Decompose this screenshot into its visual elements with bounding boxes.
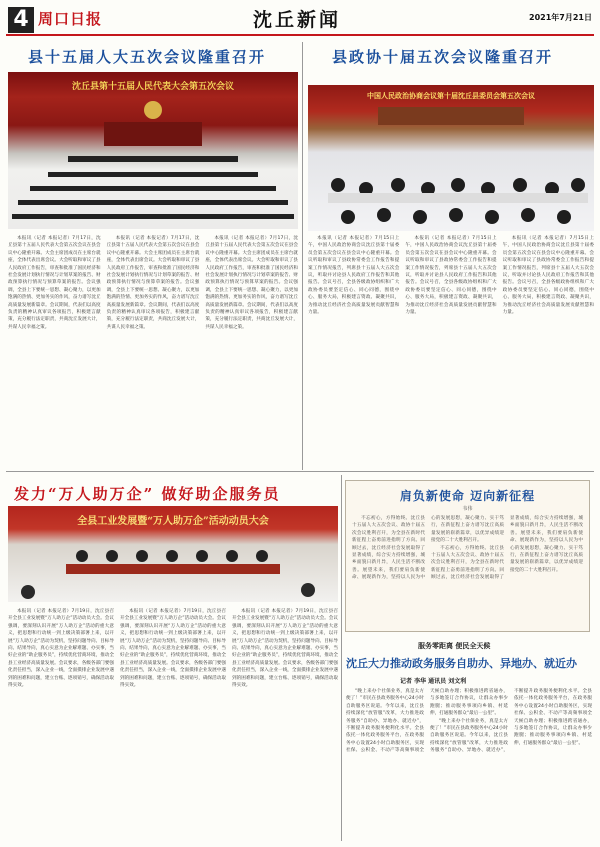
commentary-title: 肩负新使命 迈向新征程 — [399, 489, 536, 503]
business-photo-banner: 全县工业发展暨“万人助万企”活动动员大会 — [77, 516, 269, 527]
business-article-body: 本报讯（记者 本报记者）7月19日，沈丘县召开全县工业发展暨“万人助万企”活动动员大会。会议强调，要深刻认识开展“万人助万企”活动的重大意义，把思想和行动统一到上级决策部署上来，以开展“万人助万企”活动为契机，坚持问题导向、目标导向、结果导向，真心实意为企业解难题、办实事，当好企业的“助企服务员”，持续优化营商环境，推动全县工业经济高质量发展。会议要求，各级各部门要强化责任担当，深入企业一线，全面摸排企业发展中遇到的困难和问题，建立台账、逐项销号，确保活动取得实效。 本报讯（记者 本报记者）7月19日，沈丘县召开全县工业发展暨“万人助万企”活动动员大会。会议强调，要深刻认识开展“万人助万企”活动的重大意义，把思想和行动统一到上级决策部署上来，以开展“万人助万企”活动为契机，坚持问题导向、目标导向、结果导向，真心实意为企业解难题、办实事，当好企业的“助企服务员”，持续优化营商环境，推动全县工业经济高质量发展。会议要求，各级各部门要强化责任担当，深入企业一线，全面摸排企业发展中遇到的困难和问题，建立台账、逐项销号，确保活动取得实效。 本报讯（记者 本报记者）7月19日，沈丘县召开全县工业发展暨“万人助万企”活动动员大会。会议强调，要深刻认识开展“万人助万企”活动的重大意义，把思想和行动统一到上级决策部署上来，以开展“万人助万企”活动为契机，坚持问题导向、目标导向、结果导向，真心实意为企业解难题、办实事，当好企业的“助企服务员”，持续优化营商环境，推动全县工业经济高质量发展。会议要求，各级各部门要强化责任担当，深入企业一线，全面摸排企业发展中遇到的困难和问题，建立台账、逐项销号，确保活动取得实效。 — [8, 609, 338, 689]
issue-date: 2021年7月21日 — [529, 13, 592, 22]
audience-seats-graphic — [8, 72, 298, 229]
column-divider — [341, 475, 342, 841]
masthead-rule — [6, 34, 594, 36]
services-byline: 记者 李华 通讯员 刘文利 — [400, 678, 467, 685]
npc-headline: 县十五届人大五次会议隆重召开 — [28, 48, 267, 66]
commentary-body: 不忘初心，方得始终。沈丘县十五届人大五次会议、政协十届五次会议胜利召开，为全县在新时代新征程上奋勇前进指明了方向。回顾过去，沈丘经济社会发展取得了显著成绩，综合实力持续增强，城乡面貌日新月异，人民生活不断改善。展望未来，我们要肩负新使命、展现新作为，坚持以人民为中心的发展思想，凝心聚力、实干笃行，在新征程上奋力谱写沈丘高质量发展的崭新篇章，以优异成绩迎接党的二十大胜利召开。 不忘初心，方得始终。沈丘县十五届人大五次会议、政协十届五次会议胜利召开，为全县在新时代新征程上奋勇前进指明了方向。回顾过去，沈丘经济社会发展取得了显著成绩，综合实力持续增强，城乡面貌日新月异，人民生活不断改善。展望未来，我们要肩负新使命、展现新作为，坚持以人民为中心的发展思想，凝心聚力、实干笃行，在新征程上奋力谱写沈丘高质量发展的崭新篇章，以优异成绩迎接党的二十大胜利召开。 — [352, 516, 583, 581]
masthead — [6, 4, 594, 36]
page-number: 4 — [8, 7, 34, 33]
commentary-box — [345, 480, 590, 632]
commentary-author: 韦伟 — [462, 506, 473, 512]
cppcc-article-body: 本报讯（记者 本报记者）7月15日上午，中国人民政治协商会议沈丘县第十届委员会第五次会议在县会议中心隆重开幕。会议听取和审议了县政协常委会工作报告和提案工作情况报告，列席县十五届人大五次会议，听取并讨论县人民政府工作报告和其他报告。会议号召，全县各级政协组织和广大政协委员要坚定信心、同心同德，围绕中心、服务大局，积极建言资政、凝聚共识，为推动沈丘经济社会高质量发展贡献智慧和力量。 本报讯（记者 本报记者）7月15日上午，中国人民政治协商会议沈丘县第十届委员会第五次会议在县会议中心隆重开幕。会议听取和审议了县政协常委会工作报告和提案工作情况报告，列席县十五届人大五次会议，听取并讨论县人民政府工作报告和其他报告。会议号召，全县各级政协组织和广大政协委员要坚定信心、同心同德，围绕中心、服务大局，积极建言资政、凝聚共识，为推动沈丘经济社会高质量发展贡献智慧和力量。 本报讯（记者 本报记者）7月15日上午，中国人民政治协商会议沈丘县第十届委员会第五次会议在县会议中心隆重开幕。会议听取和审议了县政协常委会工作报告和提案工作情况报告，列席县十五届人大五次会议，听取并讨论县人民政府工作报告和其他报告。会议号召，全县各级政协组织和广大政协委员要坚定信心、同心同德，围绕中心、服务大局，积极建言资政、凝聚共识，为推动沈丘经济社会高质量发展贡献智慧和力量。 — [308, 236, 594, 316]
services-kicker: 服务零距离 便民全天候 — [418, 641, 491, 650]
services-headline: 沈丘大力推动政务服务自助办、异地办、就近办 — [346, 657, 577, 670]
npc-photo-banner: 沈丘县第十五届人民代表大会第五次会议 — [71, 82, 234, 92]
section-divider — [6, 471, 594, 472]
cppcc-photo-banner: 中国人民政治协商会议第十届沈丘县委员会第五次会议 — [367, 91, 535, 100]
npc-article-body: 本报讯（记者 本报记者）7月17日，沈丘县第十五届人民代表大会第五次会议在县会议中心隆重开幕。大会主席团成员在主席台就座，全体代表出席会议。大会听取和审议了县人民政府工作报告，审查和批准了国民经济和社会发展计划执行情况与计划草案的报告、财政预算执行情况与预算草案的报告。会议强调，全县上下要统一思想、凝心聚力，以更加饱满的热情、更加务实的作风，奋力谱写沈丘高质量发展新篇章。会议期间，代表们以高度负责的精神认真审议各项报告，积极建言献策，充分履行法定职责，共商沈丘发展大计，共谋人民幸福之策。 本报讯（记者 本报记者）7月17日，沈丘县第十五届人民代表大会第五次会议在县会议中心隆重开幕。大会主席团成员在主席台就座，全体代表出席会议。大会听取和审议了县人民政府工作报告，审查和批准了国民经济和社会发展计划执行情况与计划草案的报告、财政预算执行情况与预算草案的报告。会议强调，全县上下要统一思想、凝心聚力，以更加饱满的热情、更加务实的作风，奋力谱写沈丘高质量发展新篇章。会议期间，代表们以高度负责的精神认真审议各项报告，积极建言献策，充分履行法定职责，共商沈丘发展大计，共谋人民幸福之策。 本报讯（记者 本报记者）7月17日，沈丘县第十五届人民代表大会第五次会议在县会议中心隆重开幕。大会主席团成员在主席台就座，全体代表出席会议。大会听取和审议了县人民政府工作报告，审查和批准了国民经济和社会发展计划执行情况与计划草案的报告、财政预算执行情况与预算草案的报告。会议强调，全县上下要统一思想、凝心聚力，以更加饱满的热情、更加务实的作风，奋力谱写沈丘高质量发展新篇章。会议期间，代表们以高度负责的精神认真审议各项报告，积极建言献策，充分履行法定职责，共商沈丘发展大计，共谋人民幸福之策。 — [8, 236, 298, 330]
business-headline: 发力“万人助万企” 做好助企服务员 — [14, 485, 281, 503]
column-divider — [302, 42, 303, 470]
section-title: 沈丘新闻 — [253, 9, 342, 31]
cppcc-session-photo — [308, 85, 594, 231]
paper-logo: 周口日报 — [38, 10, 103, 28]
cppcc-headline: 县政协十届五次会议隆重召开 — [332, 48, 554, 66]
speakers-row-graphic — [8, 506, 338, 602]
business-meeting-photo — [8, 506, 338, 602]
services-article-body: “晚上来办个社保业务，真是太方便了！”市民在县政务服务中心24小时自助服务区说道。今年以来，沈丘县持续深化“放管服”改革，大力推进政务服务“自助办、异地办、就近办”，不断提升政务服务便利化水平。全县依托一体化政务服务平台，在政务服务中心设置24小时自助服务区，实现社保、公积金、不动产等高频事项全天候自助办理；积极推进跨省通办，与多地签订合作协议，让群众办事少跑腿；推动服务事项向乡镇、村延伸，打通服务群众“最后一公里”。 “晚上来办个社保业务，真是太方便了！”市民在县政务服务中心24小时自助服务区说道。今年以来，沈丘县持续深化“放管服”改革，大力推进政务服务“自助办、异地办、就近办”，不断提升政务服务便利化水平。全县依托一体化政务服务平台，在政务服务中心设置24小时自助服务区，实现社保、公积金、不动产等高频事项全天候自助办理；积极推进跨省通办，与多地签订合作协议，让群众办事少跑腿；推动服务事项向乡镇、村延伸，打通服务群众“最后一公里”。 — [346, 689, 592, 754]
npc-session-photo — [8, 72, 298, 229]
members-seated-graphic — [308, 85, 594, 231]
